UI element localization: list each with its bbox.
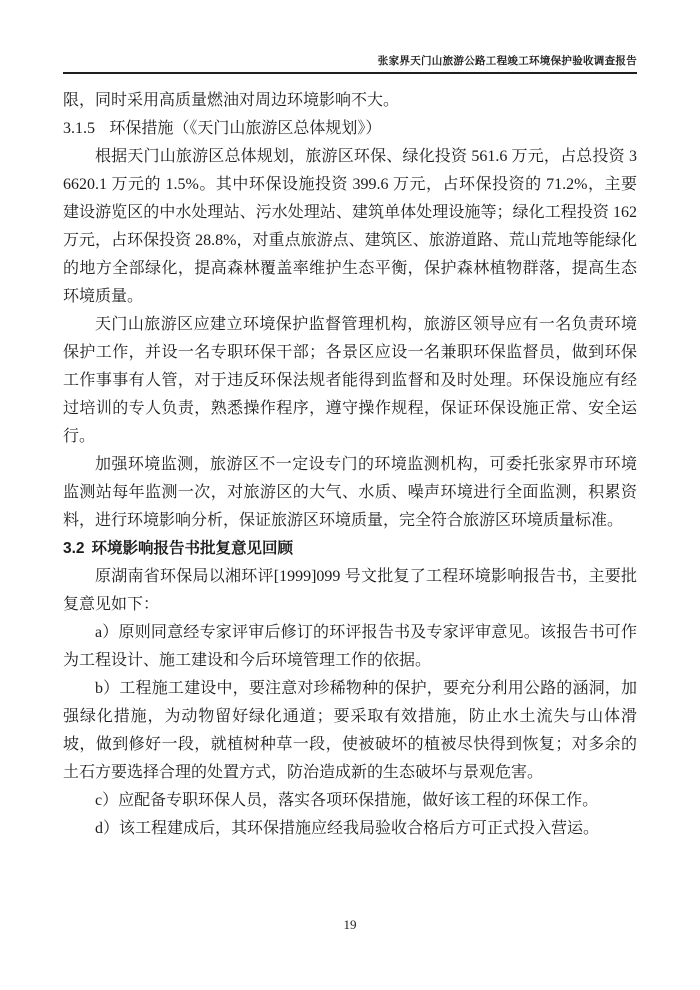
approval-item-d: d）该工程建成后，其环保措施应经我局验收合格后方可正式投入营运。 — [95, 820, 600, 837]
section-heading-3-2 — [63, 535, 637, 563]
section-title-3-1-5: 环保措施（《天门山旅游区总体规划》） — [109, 120, 382, 137]
paragraph-approval-intro: 原湖南省环保局以湘环评[1999]099 号文批复了工程环境影响报告书，主要批复意见如下： — [63, 568, 637, 613]
approval-item-c: c）应配备专职环保人员，落实各项环保措施，做好该工程的环保工作。 — [95, 792, 599, 809]
approval-item-a: a）原则同意经专家评审后修订的环评报告书及专家评审意见。该报告书可作为工程设计、施工建设和今后环境管理工作的依据。 — [63, 624, 637, 669]
page-number: 19 — [343, 917, 357, 932]
section-number-3-2: 3.2 — [63, 540, 85, 557]
page-body — [63, 87, 637, 843]
paragraph-supervision: 天门山旅游区应建立环境保护监督管理机构，旅游区领导应有一名负责环境保护工作，并设一名专职环保干部；各景区应设一名兼职环保监督员，做到环保工作事事有人管，对于违反环保法规者能得到监督和及时处理。环保设施应有经过培训的专人负责，熟悉操作程序，遵守操作规程，保证环保设施正常、安全运行。 — [63, 316, 637, 445]
paragraph-monitoring: 加强环境监测，旅游区不一定设专门的环境监测机构，可委托张家界市环境监测站每年监测一次，对旅游区的大气、水质、噪声环境进行全面监测，积累资料，进行环境影响分析，保证旅游区环境质量，完全符合旅游区环境质量标准。 — [63, 456, 637, 529]
section-number-3-1-5: 3.1.5 — [63, 120, 95, 137]
section-title-3-2: 环境影响报告书批复意见回顾 — [91, 540, 294, 557]
approval-item-b: b）工程施工建设中，要注意对珍稀物种的保护，要充分利用公路的涵洞，加强绿化措施，为动物留好绿化通道；要采取有效措施，防止水土流失与山体滑坡，做到修好一段，就植树种草一段，使被破坏的植被尽快得到恢复；对多余的土石方要选择合理的处置方式，防治造成新的生态破坏与景观危害。 — [63, 680, 637, 781]
running-header-title: 张家界天门山旅游公路工程竣工环境保护验收调查报告 — [377, 55, 637, 67]
paragraph-continued-from-previous-page: 限，同时采用高质量燃油对周边环境影响不大。 — [63, 92, 400, 109]
paragraph-investment: 根据天门山旅游区总体规划，旅游区环保、绿化投资 561.6 万元，占总投资 36620.1 万元的 1.5%。其中环保设施投资 399.6 万元，占环保投资的 71.2%，主要建设游览区的中水处理站、污水处理站、建筑单体处理设施等；绿化工程投资 162 万元，占环保投资 28.8%，对重点旅游点、建筑区、旅游道路、荒山荒地等能绿化的地方全部绿化，提高森林覆盖率维护生态平衡，保护森林植物群落，提高生态环境质量。 — [63, 148, 637, 305]
page-footer — [0, 911, 700, 939]
section-heading-3-1-5 — [63, 115, 637, 143]
page-header — [63, 53, 637, 74]
